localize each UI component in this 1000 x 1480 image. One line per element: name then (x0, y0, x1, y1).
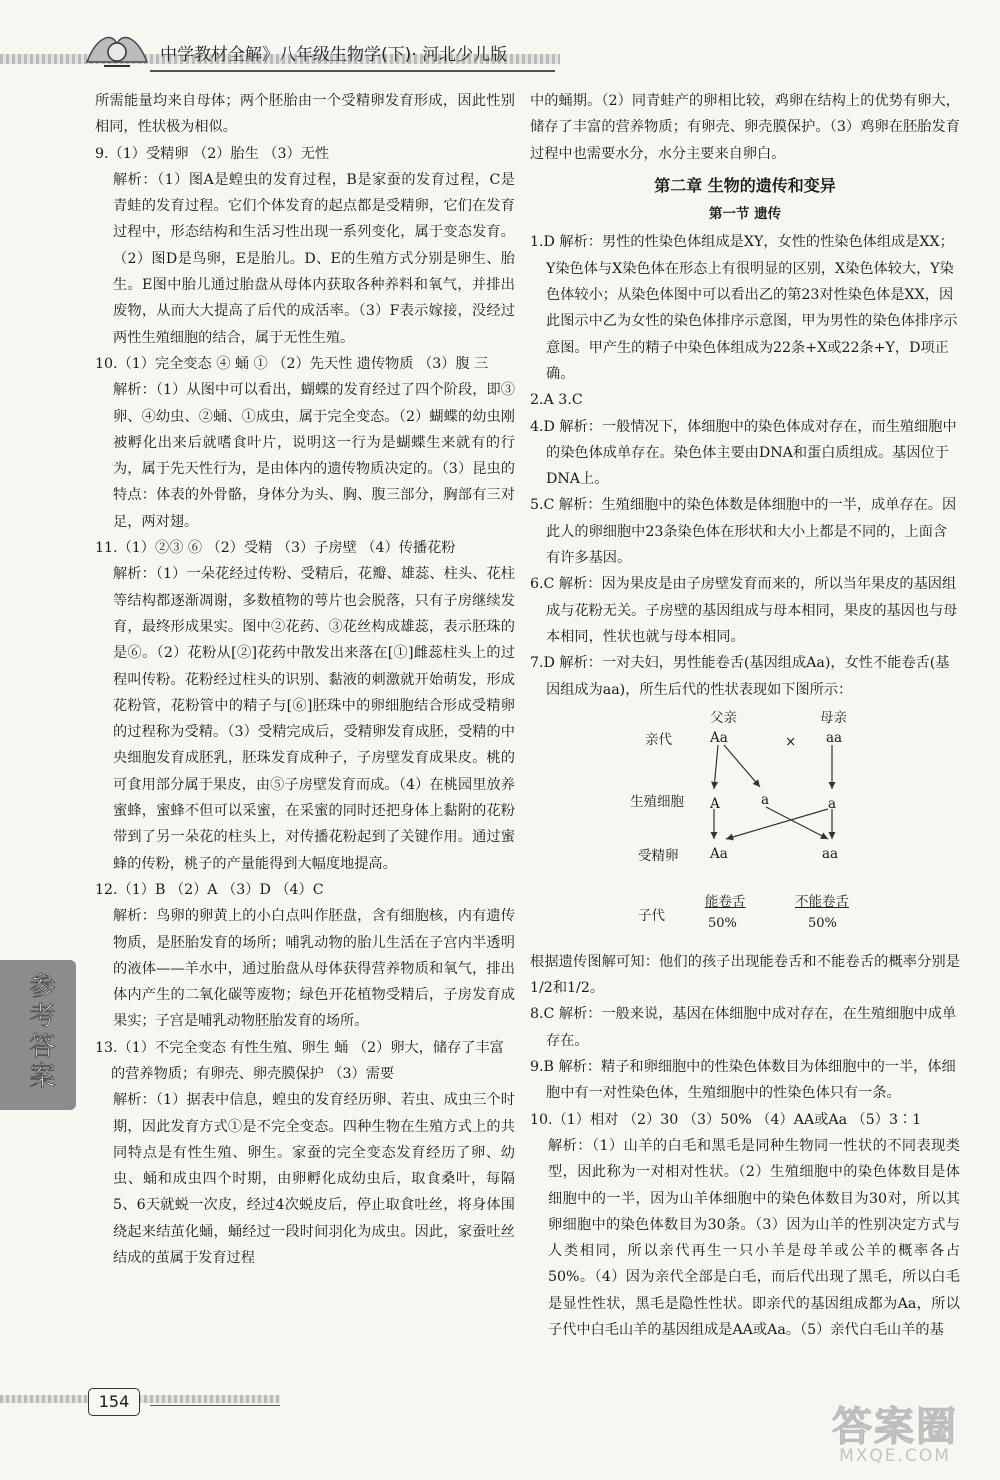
diagram-row-parent: 亲代 (645, 731, 672, 748)
diagram-zygote-aa: aa (822, 845, 839, 862)
offspring-rolling-percent: 50% (708, 915, 737, 931)
diagram-mother-genotype: aa (826, 729, 843, 746)
diagram-arrows (530, 705, 960, 885)
diagram-gamete-a2: a (828, 795, 837, 812)
left-para-2: 解析：（1）图A是蝗虫的发育过程，B是家蚕的发育过程，C是青蛙的发育过程。它们个体发育的起点都是受精卵，它们在发育过程中，形态结构和生活习性出现一系列变化，属于变态发育。（2）图D是鸟卵，E是胎儿。D、E的生殖方式分别是卵生、胎生。E图中胎儿通过胎盘从母体内获取各种养料和氧气，并排出废物，从而大大提高了后代的成活率。（3）F表示嫁接，没经过两性生殖细胞的结合，属于无性生殖。 (113, 171, 515, 346)
left-column (95, 88, 515, 1271)
right-bottom-para-1: 8.C 解析：一般来说，基因在体细胞中成对存在，在生殖细胞中成单存在。 (530, 1006, 957, 1049)
right-column (530, 88, 960, 1343)
diagram-row-zygote: 受精卵 (638, 847, 679, 864)
left-para-3: 10.（1）完全变态 ④ 蛹 ① （2）先天性 遗传物质 （3）腹 三 (95, 355, 489, 372)
diagram-row-offspring: 子代 (638, 907, 665, 924)
diagram-father-genotype: Aa (710, 729, 728, 746)
right-mid-para-1: 2.A 3.C (530, 392, 583, 409)
left-para-0: 所需能量均来自母体；两个胚胎由一个受精卵发育形成，因此性别相同，性状极为相似。 (95, 93, 515, 136)
page-number: 154 (88, 1388, 140, 1416)
book-series-logo-icon (82, 26, 152, 72)
page-header (0, 0, 1000, 80)
diagram-gamete-a1: a (761, 791, 770, 808)
offspring-nonrolling-percent: 50% (808, 915, 837, 931)
header-rule (150, 70, 555, 72)
left-para-10: 解析：（1）据表中信息，蝗虫的发育经历卵、若虫、成虫三个时期，因此发育方式①是不完全变态。四种生物在生殖方式上的共同特点是有性生殖、卵生。家蚕的完全变态发育经历了卵、幼虫、蛹和成虫四个时期，由卵孵化成幼虫后，取食桑叶，每隔5、6天就蜕一次皮，经过4次蜕皮后，停止取食吐丝，将身体围绕起来结茧化蛹，蛹经过一段时间羽化为成虫。因此，家蚕吐丝结成的茧属于发育过程 (113, 1092, 515, 1267)
right-bottom-para-4: 解析：（1）山羊的白毛和黑毛是同种生物同一性状的不同表现类型，因此称为一对相对性状。（2）生殖细胞中的染色体数目是体细胞中的一半，因为山羊体细胞中的染色体数目为30对，所以其卵细胞中的染色体数目为30条。（3）因为山羊的性别决定方式与人类相同，所以亲代再生一只小羊是母羊或公羊的概率各占50%。（4）因为亲代全部是白毛，而后代出现了黑毛，所以白毛是显性性状，黑毛是隐性性状。即亲代的基因组成都为Aa，所以子代中白毛山羊的基因组成是AA或Aa。（5）亲代白毛山羊的基 (548, 1137, 960, 1338)
right-bottom-block (530, 949, 960, 1343)
watermark-main: 答案圈 (832, 1404, 958, 1450)
section-title: 第一节 遗传 (708, 206, 782, 223)
left-para-7: 12.（1）B （2）A （3）D （4）C (95, 881, 324, 898)
watermark-logo (805, 1395, 985, 1475)
inheritance-diagram (530, 705, 960, 885)
right-mid-para-4: 6.C 解析：因为果皮是由子房壁发育而来的，所以当年果皮的基因组成与花粉无关。子房壁的基因组成与母本相同，果皮的基因也与母本相同，性状也就与母本相同。 (530, 576, 958, 645)
left-para-6: 解析：（1）一朵花经过传粉、受精后，花瓣、雄蕊、柱头、花柱等结构都逐渐凋谢，多数植物的萼片也会脱落，只有子房继续发育，最终形成果实。图中②花药、③花丝构成雄蕊，表示胚珠的是⑥。（2）花粉从[②]花药中散发出来落在[①]雌蕊柱头上的过程叫传粉。花粉经过柱头的识别、黏液的刺激就开始萌发，形成花粉管，花粉管中的精子与[⑥]胚珠中的卵细胞结合形成受精卵的过程称为受精。（3）受精完成后，受精卵发育成胚，受精的中央细胞发育成胚乳，胚珠发育成种子，子房壁发育成果皮。桃的可食用部分属于果皮，由⑤子房壁发育而成。（4）在桃园里放养蜜蜂，蜜蜂不但可以采蜜，在采蜜的同时还把身体上黏附的花粉带到了另一朵花的柱头上，对传播花粉起到了关键作用。通过蜜蜂的传粉，桃子的产量能得到大幅度地提高。 (113, 566, 515, 872)
side-tab-label: 参考答案 (25, 972, 55, 1092)
right-mid-para-5: 7.D 解析：一对夫妇，男性能卷舌(基因组成Aa)，女性不能卷舌(基因组成为aa)，所生后代的性状表现如下图所示： (530, 655, 950, 698)
left-para-1: 9.（1）受精卵 （2）胎生 （3）无性 (95, 145, 330, 162)
diagram-mother-label: 母亲 (820, 709, 847, 726)
diagram-gamete-A: A (710, 795, 720, 812)
side-tab (0, 960, 76, 1110)
right-mid-para-2: 4.D 解析：一般情况下，体细胞中的染色体成对存在，而生殖细胞中的染色体成单存在。染色体主要由DNA和蛋白质组成。基因位于DNA上。 (530, 418, 957, 488)
offspring-row (530, 889, 960, 949)
header-title: 中学教材全解》八年级生物学(下)· 河北少儿版 (160, 45, 508, 65)
right-mid-para-3: 5.C 解析：生殖细胞中的染色体数是体细胞中的一半，成单存在。因此人的卵细胞中23条染色体在形状和大小上都是不同的，上面含有许多基因。 (530, 497, 957, 567)
right-mid-para-0: 1.D 解析：男性的性染色体组成是XY，女性的性染色体组成是XX；Y染色体与X染色体在形态上有很明显的区别，X染色体较大，Y染色体较小；从染色体图中可以看出乙的第23对性染色体是XX，因此图示中乙为女性的染色体排序示意图，甲为男性的染色体排序示意图。甲产生的精子中染色体组成为22条+X或22条+Y，D项正确。 (530, 234, 958, 382)
footer-rule (150, 1405, 280, 1406)
diagram-father-label: 父亲 (710, 709, 737, 726)
diagram-cross-symbol: × (785, 733, 797, 750)
chapter-title: 第二章 生物的遗传和变异 (654, 175, 836, 195)
offspring-rolling-label: 能卷舌 (705, 893, 746, 910)
right-bottom-para-3: 10.（1）相对 （2）30 （3）50% （4）AA或Aa （5）3∶1 (530, 1111, 922, 1128)
footer-texture-band (0, 1395, 280, 1403)
right-bottom-para-2: 9.B 解析：精子和卵细胞中的性染色体数目为体细胞中的一半，体细胞中有一对性染色体，生殖细胞中的性染色体只有一条。 (530, 1059, 956, 1102)
diagram-row-gamete: 生殖细胞 (630, 793, 684, 810)
right-bottom-para-0: 根据遗传图解可知：他们的孩子出现能卷舌和不能卷舌的概率分别是1/2和1/2。 (530, 953, 960, 997)
right-mid-block (530, 229, 960, 702)
left-para-5: 11.（1）②③ ⑥ （2）受精 （3）子房壁 （4）传播花粉 (95, 540, 456, 557)
right-top-para-0: 中的蛹期。（2）同青蛙产的卵相比较，鸡卵在结构上的优势有卵大，储存了丰富的营养物质；有卵壳、卵壳膜保护。（3）鸡卵在胚胎发育过程中也需要水分，水分主要来自卵白。 (530, 93, 960, 162)
right-top-block (530, 88, 960, 167)
offspring-nonrolling-label: 不能卷舌 (795, 893, 849, 910)
left-para-4: 解析：（1）从图中可以看出，蝴蝶的发育经过了四个阶段，即③卵、④幼虫、②蛹、①成虫，属于完全变态。（2）蝴蝶的幼虫刚被孵化出来后就嗜食叶片，说明这一行为是蝴蝶生来就有的行为，属于先天性行为，是由体内的遗传物质决定的。（3）昆虫的特点：体表的外骨骼，身体分为头、胸、腹三部分，胸部有三对足，两对翅。 (113, 382, 515, 530)
left-para-9: 13.（1）不完全变态 有性生殖、卵生 蛹 （2）卵大，储存了丰富的营养物质；有卵壳、卵壳膜保护 （3）需要 (95, 1039, 504, 1082)
left-para-8: 解析：鸟卵的卵黄上的小白点叫作胚盘，含有细胞核，内有遗传物质，是胚胎发育的场所；哺乳动物的胎儿生活在子宫内半透明的液体——羊水中，通过胎盘从母体获得营养物质和氧气，排出体内产生的二氧化碳等废物；绿色开花植物受精后，子房发育成果实；子宫是哺乳动物胚胎发育的场所。 (113, 908, 515, 1030)
diagram-zygote-Aa: Aa (710, 845, 728, 862)
watermark-sub: MXQE.COM (839, 1446, 951, 1466)
